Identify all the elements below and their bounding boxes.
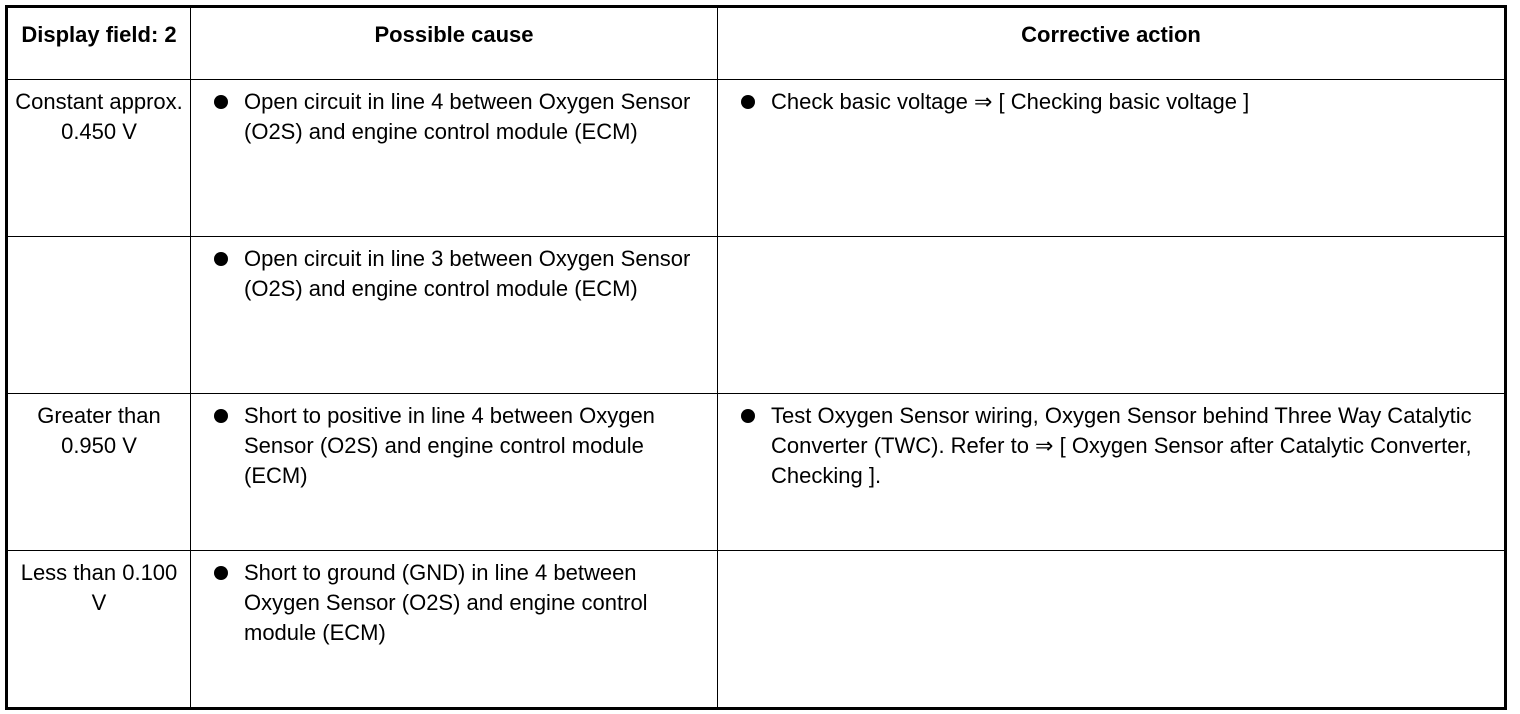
- bullet-icon: [741, 409, 755, 423]
- header-possible-cause: Possible cause: [191, 7, 718, 80]
- corrective-action-cell: [718, 394, 1506, 551]
- possible-cause-text: Short to ground (GND) in line 4 between Oxygen Sensor (O2S) and engine control module (ECM): [244, 560, 648, 645]
- corrective-action-cell: [718, 551, 1506, 709]
- table-row: [7, 237, 1506, 394]
- header-display-field: Display field: 2: [7, 7, 191, 80]
- display-field-cell: [7, 237, 191, 394]
- corrective-action-text: Test Oxygen Sensor wiring, Oxygen Sensor behind Three Way Catalytic Converter (TWC). Refer to ⇒ [ Oxygen Sensor after Catalytic Converter, Checking ].: [771, 403, 1472, 488]
- bullet-icon: [214, 409, 228, 423]
- diagnostic-table: [5, 5, 1507, 710]
- corrective-action-text: Check basic voltage ⇒ [ Checking basic voltage ]: [771, 89, 1250, 114]
- bullet-icon: [214, 95, 228, 109]
- possible-cause-cell: [191, 394, 718, 551]
- display-field-cell: Greater than 0.950 V: [7, 394, 191, 551]
- bullet-icon: [741, 95, 755, 109]
- bullet-item: [724, 401, 1498, 491]
- bullet-item: [724, 87, 1498, 117]
- bullet-icon: [214, 252, 228, 266]
- table-header-row: [7, 7, 1506, 80]
- table-row: [7, 551, 1506, 709]
- bullet-icon: [214, 566, 228, 580]
- bullet-item: [197, 401, 711, 491]
- display-field-cell: Less than 0.100 V: [7, 551, 191, 709]
- possible-cause-text: Open circuit in line 4 between Oxygen Sensor (O2S) and engine control module (ECM): [244, 89, 691, 144]
- table-row: [7, 80, 1506, 237]
- possible-cause-cell: [191, 80, 718, 237]
- bullet-item: [197, 244, 711, 304]
- bullet-item: [197, 558, 711, 648]
- display-field-cell: Constant approx. 0.450 V: [7, 80, 191, 237]
- possible-cause-text: Open circuit in line 3 between Oxygen Sensor (O2S) and engine control module (ECM): [244, 246, 691, 301]
- possible-cause-text: Short to positive in line 4 between Oxygen Sensor (O2S) and engine control module (ECM): [244, 403, 655, 488]
- possible-cause-cell: [191, 237, 718, 394]
- table-row: [7, 394, 1506, 551]
- possible-cause-cell: [191, 551, 718, 709]
- corrective-action-cell: [718, 80, 1506, 237]
- bullet-item: [197, 87, 711, 147]
- corrective-action-cell: [718, 237, 1506, 394]
- header-corrective-action: Corrective action: [718, 7, 1506, 80]
